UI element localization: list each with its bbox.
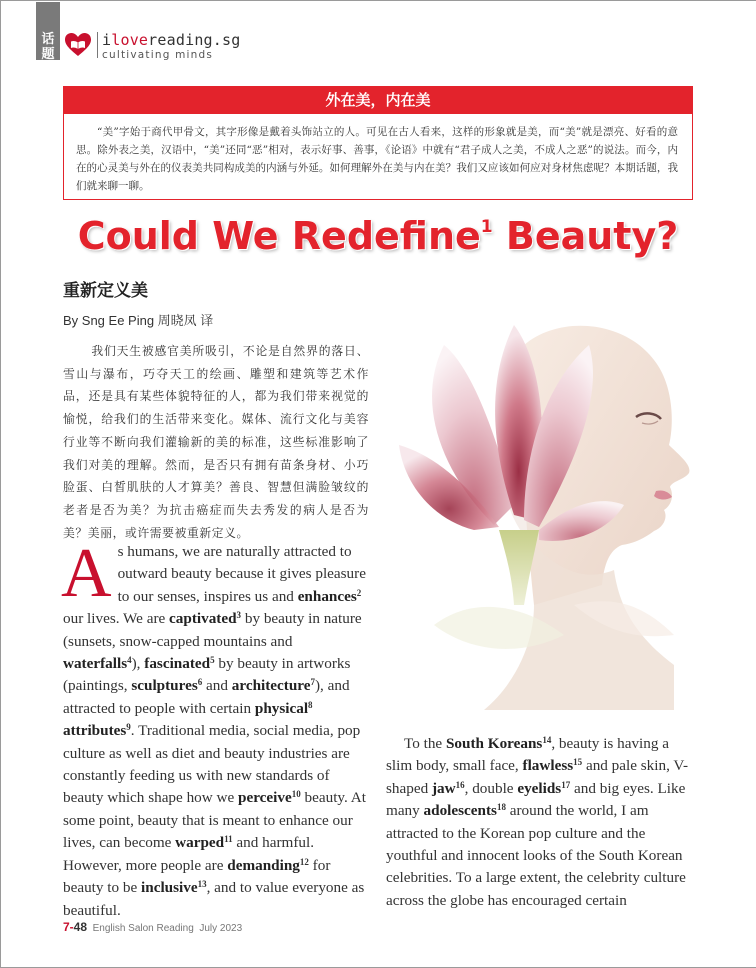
footnote-ref: 2 bbox=[356, 587, 362, 598]
page-num: 48 bbox=[73, 920, 88, 934]
vocab-word: perceive bbox=[238, 789, 292, 807]
body-text: by beauty in artworks (paintings, bbox=[63, 655, 351, 695]
footnote-ref: 11 bbox=[224, 834, 233, 845]
footnote-ref: 15 bbox=[573, 757, 583, 768]
page-prefix: 7- bbox=[63, 920, 74, 934]
page-footer bbox=[63, 920, 242, 934]
footnote-ref: 4 bbox=[127, 655, 132, 666]
vocab-word: architecture bbox=[231, 677, 311, 695]
vocab-word: attributes bbox=[63, 722, 127, 740]
intro-heading: 外在美，内在美 bbox=[64, 87, 692, 114]
body-text: and bbox=[202, 677, 232, 695]
drop-cap: A bbox=[61, 535, 112, 612]
chinese-summary: 我们天生被感官美所吸引，不论是自然界的落日、雪山与瀑布，巧夺天工的绘画、雕塑和建筑等艺术作品，还是具有某些体貌特征的人，都为我们带来视觉的愉悦，给我们的生活带来变化。媒体、流行文化与美容行业等不断向我们灌输新的美的标准，这些标准影响了我们对美的理解。然而，是否只有拥有苗条身材、小巧脸蛋、白皙肌肤的人才算美？善良、智慧但满脸皱纹的老者是否为美？为抗击癌症而失去秀发的病人是否为美？美丽，或许需要被重新定义。 bbox=[63, 344, 369, 540]
body-text: . Traditional media, social media, pop culture as well as diet and beauty industries are constantly feeding us with new standards of beauty which shape how we bbox=[63, 722, 361, 807]
vocab-word: flawless bbox=[522, 757, 574, 775]
vocab-word: eyelids bbox=[517, 779, 562, 797]
body-text: ), bbox=[131, 655, 145, 673]
footnote-ref: 6 bbox=[197, 677, 203, 688]
body-text: by beauty in nature (sunsets, snow-capped mountains and bbox=[63, 610, 362, 650]
body-text: for beauty to be bbox=[63, 856, 331, 897]
footnote-ref: 8 bbox=[308, 699, 313, 710]
vocab-word: waterfalls bbox=[63, 655, 128, 673]
section-tab-char-1: 话 bbox=[41, 32, 55, 47]
logo-divider bbox=[97, 32, 98, 58]
article-title bbox=[0, 214, 756, 258]
page-number bbox=[63, 920, 87, 934]
body-text: , double bbox=[464, 779, 518, 797]
vocab-word: demanding bbox=[227, 856, 300, 874]
logo-suffix: reading.sg bbox=[148, 31, 241, 49]
title-end: Beauty? bbox=[492, 214, 679, 258]
body-text: , beauty is having a slim body, small face, bbox=[386, 735, 670, 775]
vocab-word: physical bbox=[254, 699, 309, 717]
body-column-right bbox=[386, 733, 696, 912]
title-footnote: 1 bbox=[480, 217, 493, 237]
vocab-word: fascinated bbox=[144, 655, 211, 673]
logo-accent: love bbox=[111, 31, 149, 49]
vocab-word: inclusive bbox=[141, 879, 198, 897]
byline: By Sng Ee Ping 周晓凤 译 bbox=[63, 313, 214, 328]
issue-date: July 2023 bbox=[199, 923, 243, 934]
chinese-subtitle: 重新定义美 bbox=[63, 281, 148, 301]
section-tab-char-2: 题 bbox=[41, 47, 55, 62]
footnote-ref: 16 bbox=[455, 779, 465, 790]
body-text: our lives. We are bbox=[63, 610, 170, 628]
heart-book-icon bbox=[64, 32, 92, 58]
intro-box bbox=[63, 86, 693, 200]
footnote-ref: 10 bbox=[291, 789, 301, 800]
vocab-word: adolescents bbox=[423, 802, 497, 820]
woman-flower-photo bbox=[374, 305, 714, 710]
footnote-ref: 17 bbox=[561, 779, 571, 790]
footnote-ref: 18 bbox=[496, 802, 506, 813]
logo-title bbox=[102, 31, 240, 49]
body-text: s humans, we are naturally attracted to outward beauty because it gives pleasure to our senses, inspires us and bbox=[117, 543, 366, 605]
logo-prefix: i bbox=[102, 31, 112, 49]
vocab-word: captivated bbox=[169, 610, 237, 628]
logo-tagline: cultivating minds bbox=[102, 49, 214, 61]
footnote-ref: 12 bbox=[299, 856, 309, 867]
body-text: and big eyes. Like many bbox=[386, 779, 686, 820]
footnote-ref: 13 bbox=[197, 879, 207, 890]
body-text: ), and attracted to people with certain bbox=[63, 677, 350, 717]
body-column-left bbox=[61, 535, 371, 922]
vocab-word: South Koreans bbox=[445, 735, 543, 752]
vocab-word: warped bbox=[175, 834, 225, 852]
vocab-word: enhances bbox=[297, 587, 357, 605]
body-text: To the bbox=[404, 735, 446, 752]
footnote-ref: 3 bbox=[236, 610, 242, 621]
footnote-ref: 9 bbox=[126, 722, 131, 733]
vocab-word: jaw bbox=[431, 779, 456, 797]
section-tab bbox=[36, 2, 60, 60]
vocab-word: sculptures bbox=[131, 677, 198, 695]
body-text: and pale skin, V-shaped bbox=[386, 757, 689, 797]
body-text: around the world, I am attracted to the Korean pop culture and the youthful and innocent looks of the South Korean celebrities. To a large extent, the celebrity culture across the globe has encouraged certain bbox=[386, 802, 686, 909]
footnote-ref: 5 bbox=[210, 655, 215, 666]
footnote-ref: 7 bbox=[310, 677, 315, 688]
intro-body: “美”字始于商代甲骨文，其字形像是戴着头饰站立的人。可见在古人看来，这样的形象就是美，而“美”就是漂亮、好看的意思。除外表之美，汉语中，“美”还同“恶”相对，表示好事、善事，《论语》中就有“君子成人之美，不成人之恶”的说法。而今，内在的心灵美与外在的仪表美共同构成美的内涵与外延。如何理解外在美与内在美？我们又应该如何应对身材焦虑呢？本期话题，我们就来聊一聊。 bbox=[76, 126, 678, 192]
body-text: beauty. At some point, beauty that is meant to enhance our lives, can become bbox=[63, 789, 366, 852]
body-text: and harmful. However, more people are bbox=[63, 834, 315, 874]
magazine-name: English Salon Reading bbox=[92, 923, 194, 934]
title-text: Could We Redefine bbox=[77, 214, 481, 258]
footnote-ref: 14 bbox=[542, 735, 552, 745]
body-text: , and to value everyone as beautiful. bbox=[63, 879, 365, 919]
